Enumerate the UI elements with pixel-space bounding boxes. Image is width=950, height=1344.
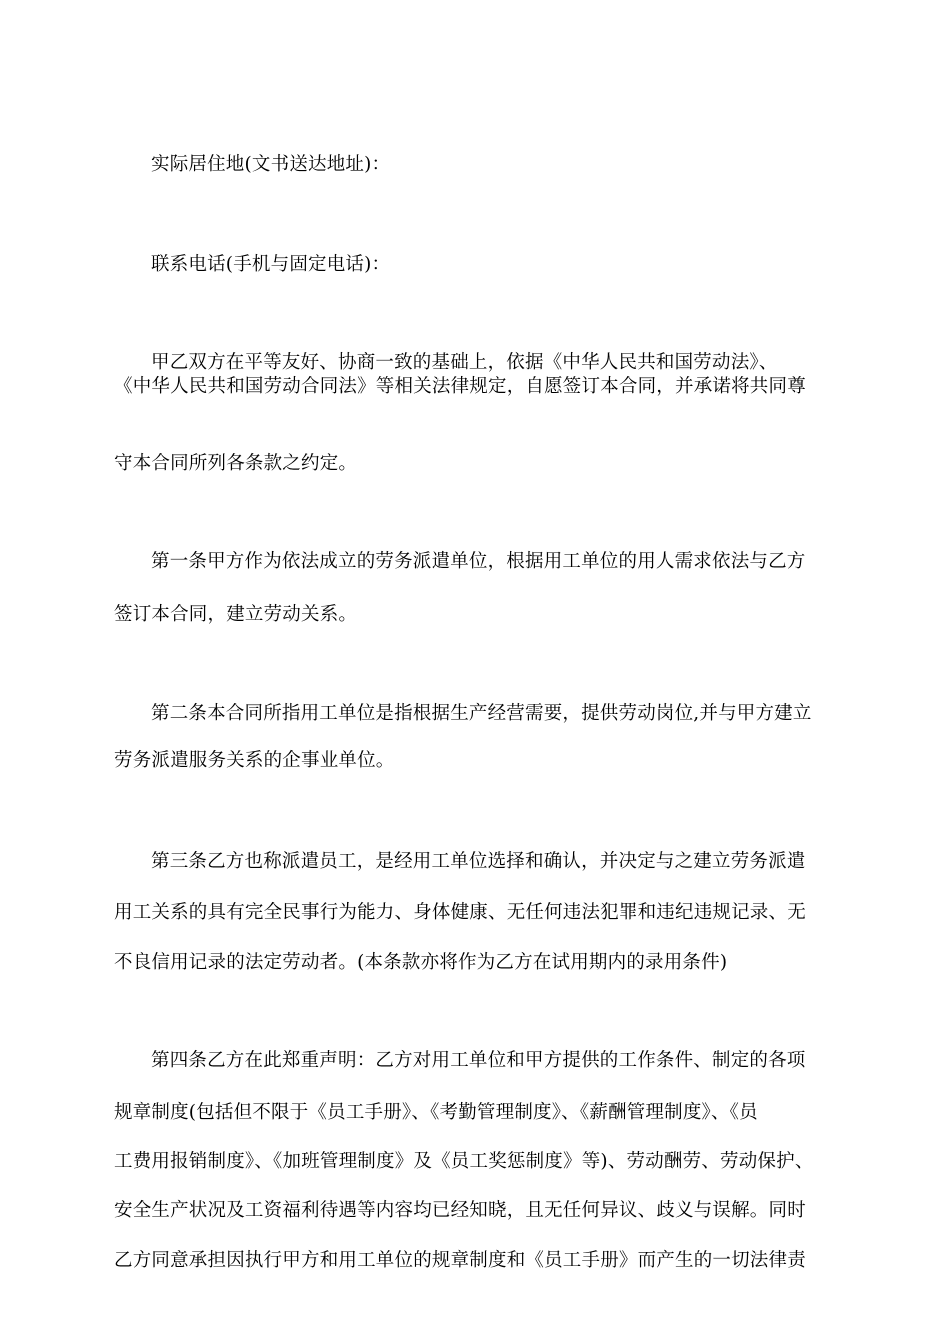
- article-3-line-2: 用工关系的具有完全民事行为能力、身体健康、无任何违法犯罪和违纪违规记录、无: [114, 902, 806, 923]
- article-4-line-5: 乙方同意承担因执行甲方和用工单位的规章制度和《员工手册》而产生的一切法律责: [114, 1250, 806, 1271]
- article-3-line-3: 不良信用记录的法定劳动者。(本条款亦将作为乙方在试用期内的录用条件): [114, 952, 728, 973]
- preamble-line-2: 《中华人民共和国劳动合同法》等相关法律规定，自愿签订本合同，并承诺将共同尊: [114, 376, 806, 397]
- article-3-line-1: 第三条乙方也称派遣员工，是经用工单位选择和确认，并决定与之建立劳务派遣: [151, 851, 806, 872]
- article-4-line-2: 规章制度(包括但不限于《员工手册》、《考勤管理制度》、《薪酬管理制度》、《员: [114, 1102, 758, 1123]
- article-2-line-1: 第二条本合同所指用工单位是指根据生产经营需要，提供劳动岗位,并与甲方建立: [151, 703, 812, 724]
- article-2-line-2: 劳务派遣服务关系的企事业单位。: [114, 750, 395, 771]
- preamble-line-1: 甲乙双方在平等友好、协商一致的基础上，依据《中华人民共和国劳动法》、: [151, 352, 778, 373]
- phone-label: 联系电话(手机与固定电话)：: [151, 254, 391, 275]
- article-1-line-1: 第一条甲方作为依法成立的劳务派遣单位，根据用工单位的用人需求依法与乙方: [151, 551, 806, 572]
- residence-address-label: 实际居住地(文书送达地址)：: [151, 154, 391, 175]
- article-4-line-3: 工费用报销制度》、《加班管理制度》及《员工奖惩制度》等)、劳动酬劳、劳动保护、: [114, 1151, 814, 1172]
- article-4-line-4: 安全生产状况及工资福利待遇等内容均已经知晓，且无任何异议、歧义与误解。同时: [114, 1200, 806, 1221]
- article-1-line-2: 签订本合同，建立劳动关系。: [114, 604, 358, 625]
- preamble-line-3: 守本合同所列各条款之约定。: [114, 453, 358, 474]
- article-4-line-1: 第四条乙方在此郑重声明：乙方对用工单位和甲方提供的工作条件、制定的各项: [151, 1050, 806, 1071]
